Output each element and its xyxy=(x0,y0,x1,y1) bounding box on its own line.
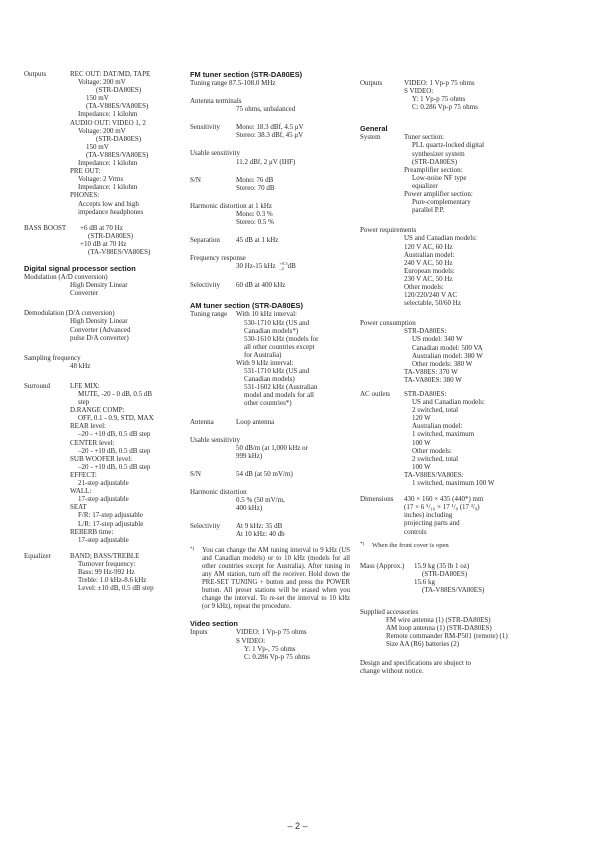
modulation-label: Modulation (A/D conversion) xyxy=(24,273,108,282)
spec-line: impedance headphones xyxy=(78,207,144,216)
spec-line: S VIDEO: xyxy=(404,87,434,96)
supplied-accessories-label: Supplied accessories xyxy=(360,608,419,617)
spec-line: With 10 kHz interval: xyxy=(236,310,297,319)
dimensions-values xyxy=(404,495,572,535)
spec-line: (STR-DA80ES) xyxy=(96,134,142,143)
frequency-response-value xyxy=(190,262,350,271)
spec-line: Y: 1 Vp-, 75 ohms xyxy=(244,644,296,653)
spec-line: With 9 kHz interval: xyxy=(236,358,294,367)
spec-line: WALL: xyxy=(70,487,92,496)
spec-line: S VIDEO: xyxy=(236,636,266,645)
spec-line: 531-1602 kHz (Australian xyxy=(244,383,318,392)
spec-line: (STR-DA80ES) xyxy=(412,157,458,166)
spec-line: 120 W xyxy=(412,414,431,423)
harmonic-label: Harmonic distortion at 1 kHz xyxy=(190,201,273,210)
dimensions-note-symbol: *) xyxy=(360,541,365,547)
usable-sensitivity-value: 11.2 dBf, 2 μV (IHF) xyxy=(236,157,296,166)
spec-line: Other models: xyxy=(404,282,444,291)
page-number: – 2 – xyxy=(287,821,308,831)
spec-line: Remote commander RM-P501 (remote) (1) xyxy=(386,632,508,641)
demodulation-values xyxy=(24,317,184,341)
spec-line: 2 switched, total xyxy=(412,406,459,415)
modulation-values xyxy=(24,281,184,297)
spec-line: SEAT xyxy=(70,503,87,512)
am-tuning-spec xyxy=(190,310,350,407)
am-sn-spec xyxy=(190,470,350,478)
frequency-unit: dB xyxy=(287,262,296,271)
video-inputs-spec xyxy=(190,628,350,660)
spec-line: F/R: 17-step adjustable xyxy=(78,511,143,520)
spec-line: BAND; BASS/TREBLE xyxy=(70,551,140,560)
spec-line: (STR-DA80ES) xyxy=(422,569,468,578)
spec-line: LFE MIX: xyxy=(70,381,100,390)
system-values xyxy=(404,133,572,214)
am-tuning-label: Tuning range xyxy=(190,310,228,319)
spec-line: Other models: 380 W xyxy=(412,359,473,368)
antenna-label: Antenna terminals xyxy=(190,97,242,106)
spec-line: Y: 1 Vp-p 75 ohms xyxy=(412,95,466,104)
sensitivity-label: Sensitivity xyxy=(190,123,220,132)
spec-line: 21-step adjustable xyxy=(78,479,129,488)
spec-line: Stereo: 70 dB xyxy=(236,183,275,192)
spec-line: all other countries except xyxy=(244,342,315,351)
spec-line: PHONES: xyxy=(70,191,100,200)
spec-line: selectable, 50/60 Hz xyxy=(404,299,461,308)
spec-line: European models: xyxy=(404,266,455,275)
spec-line: 17-step adjustable xyxy=(78,495,129,504)
spec-line: At 9 kHz: 35 dB xyxy=(236,522,283,531)
sn-spec xyxy=(190,176,350,192)
bass-boost-values xyxy=(80,224,184,256)
am-section-title: AM tuner section (STR-DA80ES) xyxy=(190,301,303,311)
outputs-values xyxy=(70,70,184,216)
column-3 xyxy=(360,70,572,675)
spec-line: Tuner section: xyxy=(404,133,444,142)
spec-line: AM loop antenna (1) (STR-DA80ES) xyxy=(386,624,492,633)
power-consumption-values xyxy=(360,327,572,384)
demodulation-label: Demodulation (D/A conversion) xyxy=(24,309,115,318)
separation-value: 45 dB at 1 kHz xyxy=(236,236,279,245)
spec-line: other countries*) xyxy=(244,399,292,408)
video-outputs-values xyxy=(404,79,572,111)
spec-line: pulse D/A converter) xyxy=(70,333,129,342)
spec-line: TA-V88ES/VA80ES: xyxy=(404,470,464,479)
video-inputs-values xyxy=(236,628,350,660)
spec-line: 150 mV xyxy=(86,142,109,151)
spec-line: 15.9 kg (35 lb 1 oz) xyxy=(414,561,470,570)
spec-line: parallel P.P. xyxy=(412,206,445,215)
spec-line: Voltage: 2 Vrms xyxy=(78,175,124,184)
am-selectivity-spec xyxy=(190,522,350,538)
spec-line: equalizer xyxy=(412,181,438,190)
sn-label: S/N xyxy=(190,175,201,184)
video-outputs-spec xyxy=(360,79,572,111)
spec-line: Stereo: 38.3 dBf, 45 μV xyxy=(236,131,304,140)
system-spec xyxy=(360,133,572,214)
separation-spec xyxy=(190,236,350,244)
spec-line: projecting parts and xyxy=(404,519,460,528)
video-outputs-label: Outputs xyxy=(360,79,383,87)
spec-line: Size AA (R6) batteries (2) xyxy=(386,640,460,649)
spec-line: Level: ±10 dB, 0.5 dB step xyxy=(78,584,154,593)
spec-line: Other models: xyxy=(412,446,452,455)
mass-spec xyxy=(360,562,572,594)
column-1 xyxy=(24,70,184,592)
spec-line: for Australia) xyxy=(244,350,282,359)
spec-line: Accepts low and high xyxy=(78,199,139,208)
power-consumption-label: Power consumption xyxy=(360,319,416,328)
ac-outlets-spec xyxy=(360,390,572,487)
selectivity-value: 60 dB at 400 kHz xyxy=(236,281,286,290)
spec-line: TA-VA80ES: 380 W xyxy=(404,375,462,384)
spec-line: C: 0.286 Vp-p 75 ohms xyxy=(412,103,478,112)
spec-line: 15.6 kg xyxy=(414,577,435,586)
spec-line: High Density Linear xyxy=(70,281,128,290)
spec-line: US and Canadian models: xyxy=(404,234,477,243)
spec-line: Power amplifier section: xyxy=(404,190,473,199)
spec-line: Converter xyxy=(70,289,98,298)
spec-line: Australian model: xyxy=(412,422,463,431)
spec-line: Impedance: 1 kilohm xyxy=(78,159,138,168)
spec-line: US and Canadian models: xyxy=(412,398,485,407)
spec-line: 531-1710 kHz (US and xyxy=(244,367,310,376)
spec-line: Voltage: 200 mV xyxy=(78,126,126,135)
spec-line: Australian model: xyxy=(404,250,455,259)
spec-line: 50 dB/m (at 1,000 kHz or xyxy=(236,443,308,452)
surround-spec xyxy=(24,382,184,544)
spec-line: (STR-DA80ES) xyxy=(88,231,134,240)
spec-line: 120 V AC, 60 Hz xyxy=(404,242,453,251)
spec-line: L/R: 17-step adjustable xyxy=(78,519,144,528)
spec-line: Australian model: 380 W xyxy=(412,351,483,360)
selectivity-spec xyxy=(190,281,350,289)
fm-section-title: FM tuner section (STR-DA80ES) xyxy=(190,70,303,79)
note-text: You can change the AM tuning interval to 9 kHz (US and Canadian models) or to 10 kHz (models for all other countries except for Australia). After tuning in any AM station, turn off the receiver. Hold down the PRE-SET TUNING + button and press the POWER button. All preset stations will be erased when you change the interval. To re-set the interval to 10 kHz (or 9 kHz), repeat the procedure. xyxy=(202,547,350,611)
spec-line: STR-DA80ES: xyxy=(404,327,447,336)
spec-line: Turnover frequency: xyxy=(78,559,136,568)
dimensions-note-text: When the front cover is open xyxy=(372,541,449,549)
power-requirements-label: Power requirements xyxy=(360,226,417,235)
spec-line: EFFECT: xyxy=(70,470,97,479)
spec-line: 17-step adjustable xyxy=(78,535,129,544)
spec-line: Design and specifications are sbuject to xyxy=(360,658,471,667)
video-inputs-label: Inputs xyxy=(190,628,208,637)
dsp-section-title: Digital signal processor section xyxy=(24,264,136,274)
harmonic-values xyxy=(190,210,350,226)
spec-line: –20 - +10 dB, 0.5 dB step xyxy=(78,462,151,471)
spec-line: step xyxy=(78,398,90,407)
sampling-label: Sampling frequency xyxy=(24,353,81,362)
spec-line: 430 × 160 × 435 (440*) mm xyxy=(404,495,484,504)
spec-line: controls xyxy=(404,527,427,536)
spec-line: 240 V AC, 50 Hz xyxy=(404,258,453,267)
mass-label: Mass (Approx.) xyxy=(360,561,405,570)
video-section-title: Video section xyxy=(190,619,238,629)
am-sn-value: 54 dB (at 50 mV/m) xyxy=(236,469,293,478)
spec-line: Impedance: 1 kilohm xyxy=(78,110,138,119)
fm-tuning-range: Tuning range 87.5-108.0 MHz xyxy=(190,79,276,87)
spec-line: +6 dB at 70 Hz xyxy=(80,223,123,232)
spec-line: Impedance: 1 kilohm xyxy=(78,183,138,192)
spec-line: 150 mV xyxy=(86,94,109,103)
spec-line: (17 × 6 ⁵/₁₆ × 17 ¹/₈ (17 ³/₈) xyxy=(404,503,480,512)
spec-line: Mono: 0.3 % xyxy=(236,209,273,218)
spec-line: 1 switched, maximum 100 W xyxy=(412,479,495,488)
spec-line: 100 W xyxy=(412,462,431,471)
spec-line: 2 switched, total xyxy=(412,454,459,463)
am-tuning-values xyxy=(236,310,350,407)
spec-line: (TA-V88ES/VA80ES) xyxy=(88,247,151,256)
spec-line: SUB WOOFER level: xyxy=(70,454,133,463)
spec-line: change without notice. xyxy=(360,666,424,675)
frequency-response-label: Frequency response xyxy=(190,254,246,263)
ac-outlets-values xyxy=(404,390,572,487)
am-selectivity-values xyxy=(236,522,350,538)
spec-line: OFF, 0.1 - 0.9, STD, MAX xyxy=(78,414,154,423)
surround-values xyxy=(70,382,184,544)
spec-line: D.RANGE COMP: xyxy=(70,406,125,415)
spec-line: High Density Linear xyxy=(70,317,128,326)
spec-line: 530-1710 kHz (US and xyxy=(244,318,310,327)
am-interval-note xyxy=(190,547,350,611)
spec-line: Canadian models*) xyxy=(244,326,299,335)
surround-label: Surround xyxy=(24,381,51,390)
spec-line: (STR-DA80ES) xyxy=(96,86,142,95)
column-2 xyxy=(190,70,350,661)
spec-line: PRE OUT: xyxy=(70,167,101,176)
antenna-value: 75 ohms, unbalanced xyxy=(236,105,296,114)
frequency-tolerance-minus: –2 xyxy=(279,265,284,271)
spec-line: +10 dB at 70 Hz xyxy=(80,239,127,248)
am-antenna-value: Loop antenna xyxy=(236,417,275,426)
sampling-value: 48 kHz xyxy=(70,361,91,370)
design-notice xyxy=(360,659,572,675)
spec-line: 999 kHz) xyxy=(236,451,263,460)
frequency-range: 30 Hz-15 kHz xyxy=(236,262,276,271)
bass-boost-label: BASS BOOST xyxy=(24,223,67,232)
am-harmonic-values xyxy=(190,496,350,512)
am-antenna-spec xyxy=(190,418,350,426)
usable-sensitivity-label: Usable sensitivity xyxy=(190,149,240,158)
spec-line: Low-noise NF type xyxy=(412,173,467,182)
spec-line: VIDEO: 1 Vp-p 75 ohms xyxy=(236,628,307,637)
outputs-label: Outputs xyxy=(24,70,47,78)
frequency-tolerance xyxy=(279,262,287,271)
bass-boost-spec xyxy=(24,224,184,256)
spec-line: Stereo: 0.5 % xyxy=(236,218,274,227)
spec-line: PLL quartz-locked digital xyxy=(412,141,485,150)
spec-line: 100 W xyxy=(412,438,431,447)
spec-line: AUDIO OUT: VIDEO 1, 2 xyxy=(70,118,146,127)
am-sn-label: S/N xyxy=(190,469,201,478)
spec-line: Treble: 1.0 kHz-8.6 kHz xyxy=(78,576,147,585)
spec-line: 1 switched, maximum xyxy=(412,430,475,439)
equalizer-values xyxy=(70,552,184,592)
spec-line: –20 - +10 dB, 0.5 dB step xyxy=(78,446,151,455)
spec-line: Mono: 18.3 dBf, 4.5 μV xyxy=(236,123,304,132)
note-symbol: *) xyxy=(190,547,195,553)
dimensions-label: Dimensions xyxy=(360,495,394,504)
equalizer-label: Equalizer xyxy=(24,551,51,560)
spec-line: 0.5 % (50 mV/m, xyxy=(236,496,285,505)
spec-line: US model: 340 W xyxy=(412,335,463,344)
am-antenna-label: Antenna xyxy=(190,417,214,426)
spec-line: Voltage: 200 mV xyxy=(78,78,126,87)
supplied-accessories-values xyxy=(360,616,572,648)
ac-outlets-label: AC outlets xyxy=(360,390,391,398)
outputs-spec xyxy=(24,70,184,216)
spec-line: Canadian models) xyxy=(244,375,295,384)
spec-line: inches) including xyxy=(404,511,453,520)
spec-line: TA-V88ES: 370 W xyxy=(404,367,458,376)
system-label: System xyxy=(360,133,381,142)
am-selectivity-label: Selectivity xyxy=(190,522,220,531)
sn-values xyxy=(236,176,350,192)
equalizer-spec xyxy=(24,552,184,592)
am-harmonic-label: Harmonic distortion xyxy=(190,488,247,496)
am-usable-values xyxy=(190,444,350,460)
spec-line: Mono: 76 dB xyxy=(236,175,274,184)
spec-line: C: 0.286 Vp-p 75 ohms xyxy=(244,652,310,661)
spec-line: 120/220/240 V AC xyxy=(404,291,458,300)
general-section-title: General xyxy=(360,124,388,134)
dimensions-note xyxy=(360,542,572,550)
spec-line: REBERB time: xyxy=(70,527,114,536)
spec-line: REC OUT: DAT/MD, TAPE xyxy=(70,70,151,78)
mass-values xyxy=(414,562,572,594)
spec-line: FM wire antenna (1) (STR-DA80ES) xyxy=(386,616,491,625)
spec-line: Pure-complementary xyxy=(412,198,471,207)
spec-line: Bass: 99 Hz-992 Hz xyxy=(78,567,135,576)
separation-label: Separation xyxy=(190,236,220,245)
spec-line: (TA-V88ES/VA80ES) xyxy=(86,150,149,159)
frequency-tolerance-plus: +0.5 xyxy=(279,261,288,267)
dimensions-spec xyxy=(360,495,572,535)
sensitivity-values xyxy=(236,123,350,139)
spec-line: 400 kHz) xyxy=(236,504,263,513)
spec-line: STR-DA80ES: xyxy=(404,390,447,398)
spec-line: Canadian model: 500 VA xyxy=(412,343,483,352)
spec-line: –20 - +10 dB, 0.5 dB step xyxy=(78,430,151,439)
spec-line: synthesizer system xyxy=(412,149,465,158)
spec-line: Converter (Advanced xyxy=(70,325,131,334)
am-usable-label: Usable sensitivity xyxy=(190,435,240,444)
selectivity-label: Selectivity xyxy=(190,281,220,290)
spec-line: 530-1610 kHz (models for xyxy=(244,334,319,343)
spec-line: REAR level: xyxy=(70,422,106,431)
spec-line: MUTE, -20 - 0 dB, 0.5 dB xyxy=(78,390,153,398)
spec-line: (TA-V88ES/VA80ES) xyxy=(86,102,149,111)
spec-line: CENTER level: xyxy=(70,438,115,447)
spec-line: (TA-V88ES/VA80ES) xyxy=(422,585,485,594)
spec-line: model and models for all xyxy=(244,391,314,400)
spec-line: At 10 kHz: 40 db xyxy=(236,530,285,539)
spec-line: VIDEO: 1 Vp-p 75 ohms xyxy=(404,79,475,87)
spec-line: Preamplifier section: xyxy=(404,165,463,174)
power-requirements-values xyxy=(360,234,572,307)
spec-line: 230 V AC, 50 Hz xyxy=(404,274,453,283)
sensitivity-spec xyxy=(190,123,350,139)
